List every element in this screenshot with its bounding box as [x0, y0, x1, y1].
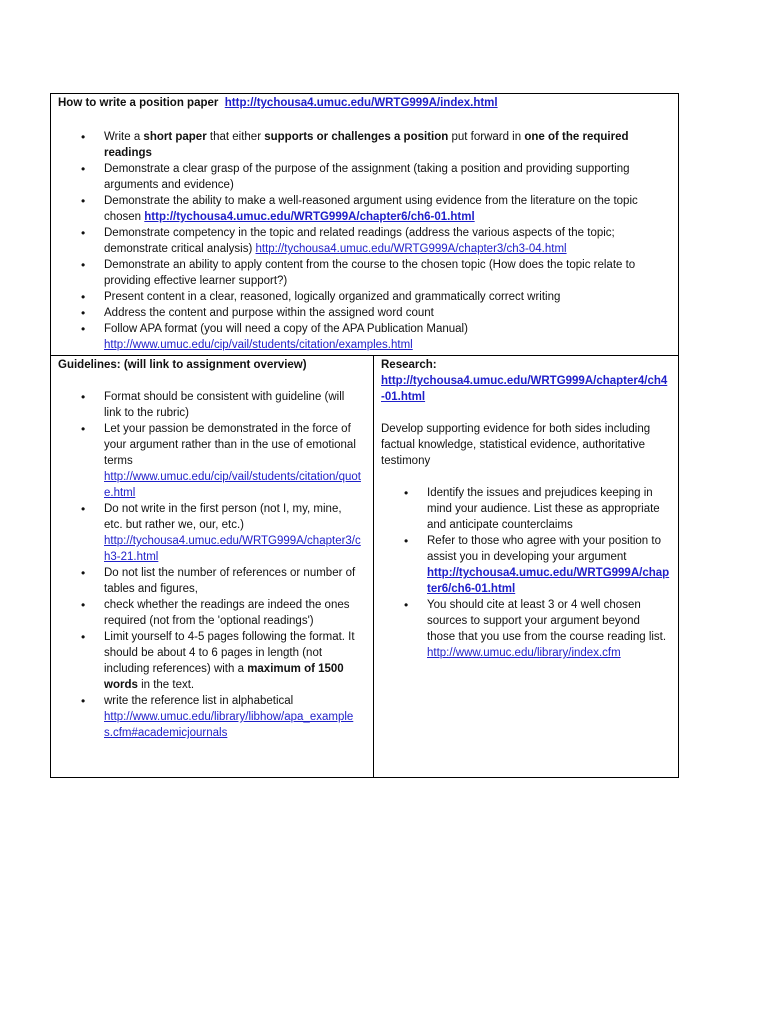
document-table [50, 93, 679, 778]
list-item: • Demonstrate the ability to make a well-reasoned argument using evidence from the literature on the topic chosen http://tychousa4.umuc.edu/WRTG999A/chapter6/ch6-01.html [58, 193, 671, 225]
list-item: • Present content in a clear, reasoned, logically organized and grammatically correct writing [58, 289, 671, 305]
research-intro: Develop supporting evidence for both sides including factual knowledge, statistical evidence, authoritative testimony [381, 423, 651, 467]
list-item: • write the reference list in alphabetical http://www.umuc.edu/library/libhow/apa_examples.cfm#academicjournals [58, 693, 362, 741]
list-item: • Format should be consistent with guideline (will link to the rubric) [58, 389, 362, 421]
overview-heading-line [58, 95, 671, 111]
list-item: • Limit yourself to 4-5 pages following the format. It should be about 4 to 6 pages in length (not including references) with a maximum of 1500 words in the text. [58, 629, 362, 693]
apa-journals-link[interactable]: http://www.umuc.edu/library/libhow/apa_examples.cfm#academicjournals [104, 711, 354, 739]
quote-link[interactable]: http://www.umuc.edu/cip/vail/students/citation/quote.html [104, 471, 361, 499]
library-link[interactable]: http://www.umuc.edu/library/index.cfm [427, 647, 621, 659]
overview-heading-link[interactable]: http://tychousa4.umuc.edu/WRTG999A/index.html [224, 97, 498, 109]
guidelines-list [58, 389, 366, 741]
list-item: • Demonstrate a clear grasp of the purpose of the assignment (taking a position and providing supporting arguments and evidence) [58, 161, 671, 193]
list-item: • Follow APA format (you will need a copy of the APA Publication Manual) http://www.umuc.edu/cip/vail/students/citation/examples.html [58, 321, 671, 353]
research-heading-link[interactable]: http://tychousa4.umuc.edu/WRTG999A/chapter4/ch4-01.html [381, 375, 668, 403]
list-item: • Identify the issues and prejudices keeping in mind your audience. List these as appropriate and anticipate counterclaims [381, 485, 671, 533]
list-item: • Demonstrate competency in the topic and related readings (address the various aspects of the topic; demonstrate critical analysis) http://tychousa4.umuc.edu/WRTG999A/chapter3/ch3-04.html [58, 225, 671, 257]
chapter3-04-link[interactable]: http://tychousa4.umuc.edu/WRTG999A/chapter3/ch3-04.html [255, 243, 567, 255]
chapter3-21-link[interactable]: http://tychousa4.umuc.edu/WRTG999A/chapter3/ch3-21.html [104, 535, 361, 563]
list-item: • Refer to those who agree with your position to assist you in developing your argument http://tychousa4.umuc.edu/WRTG999A/chapter6/ch6-01.html [381, 533, 671, 597]
list-item: • check whether the readings are indeed the ones required (not from the 'optional readings') [58, 597, 362, 629]
list-item: • Address the content and purpose within the assigned word count [58, 305, 671, 321]
research-cell [374, 356, 678, 777]
chapter6-research-link[interactable]: http://tychousa4.umuc.edu/WRTG999A/chapter6/ch6-01.html [427, 567, 670, 595]
list-item: • Do not write in the first person (not I, my, mine, etc. but rather we, our, etc.) http://tychousa4.umuc.edu/WRTG999A/chapter3/ch3-21.html [58, 501, 362, 565]
list-item: • Write a short paper that either supports or challenges a position put forward in one of the required readings [58, 129, 671, 161]
apa-examples-link[interactable]: http://www.umuc.edu/cip/vail/students/citation/examples.html [104, 339, 413, 351]
list-item: • You should cite at least 3 or 4 well chosen sources to support your argument beyond those that you use from the course reading list. http://www.umuc.edu/library/index.cfm [381, 597, 671, 661]
list-item: • Do not list the number of references or number of tables and figures, [58, 565, 362, 597]
research-heading: Research: [381, 359, 437, 371]
list-item: • Let your passion be demonstrated in the force of your argument rather than in the use of emotional terms http://www.umuc.edu/cip/vail/students/citation/quote.html [58, 421, 362, 501]
list-item: • Demonstrate an ability to apply content from the course to the chosen topic (How does the topic relate to providing effective learner support?) [58, 257, 671, 289]
guidelines-cell [51, 356, 374, 777]
overview-heading: How to write a position paper [58, 97, 219, 109]
chapter6-link[interactable]: http://tychousa4.umuc.edu/WRTG999A/chapter6/ch6-01.html [144, 211, 475, 223]
guidelines-heading: Guidelines: (will link to assignment overview) [58, 359, 307, 371]
bottom-row [51, 356, 678, 777]
overview-cell [51, 94, 678, 356]
research-list [381, 485, 671, 661]
overview-list [58, 129, 671, 353]
